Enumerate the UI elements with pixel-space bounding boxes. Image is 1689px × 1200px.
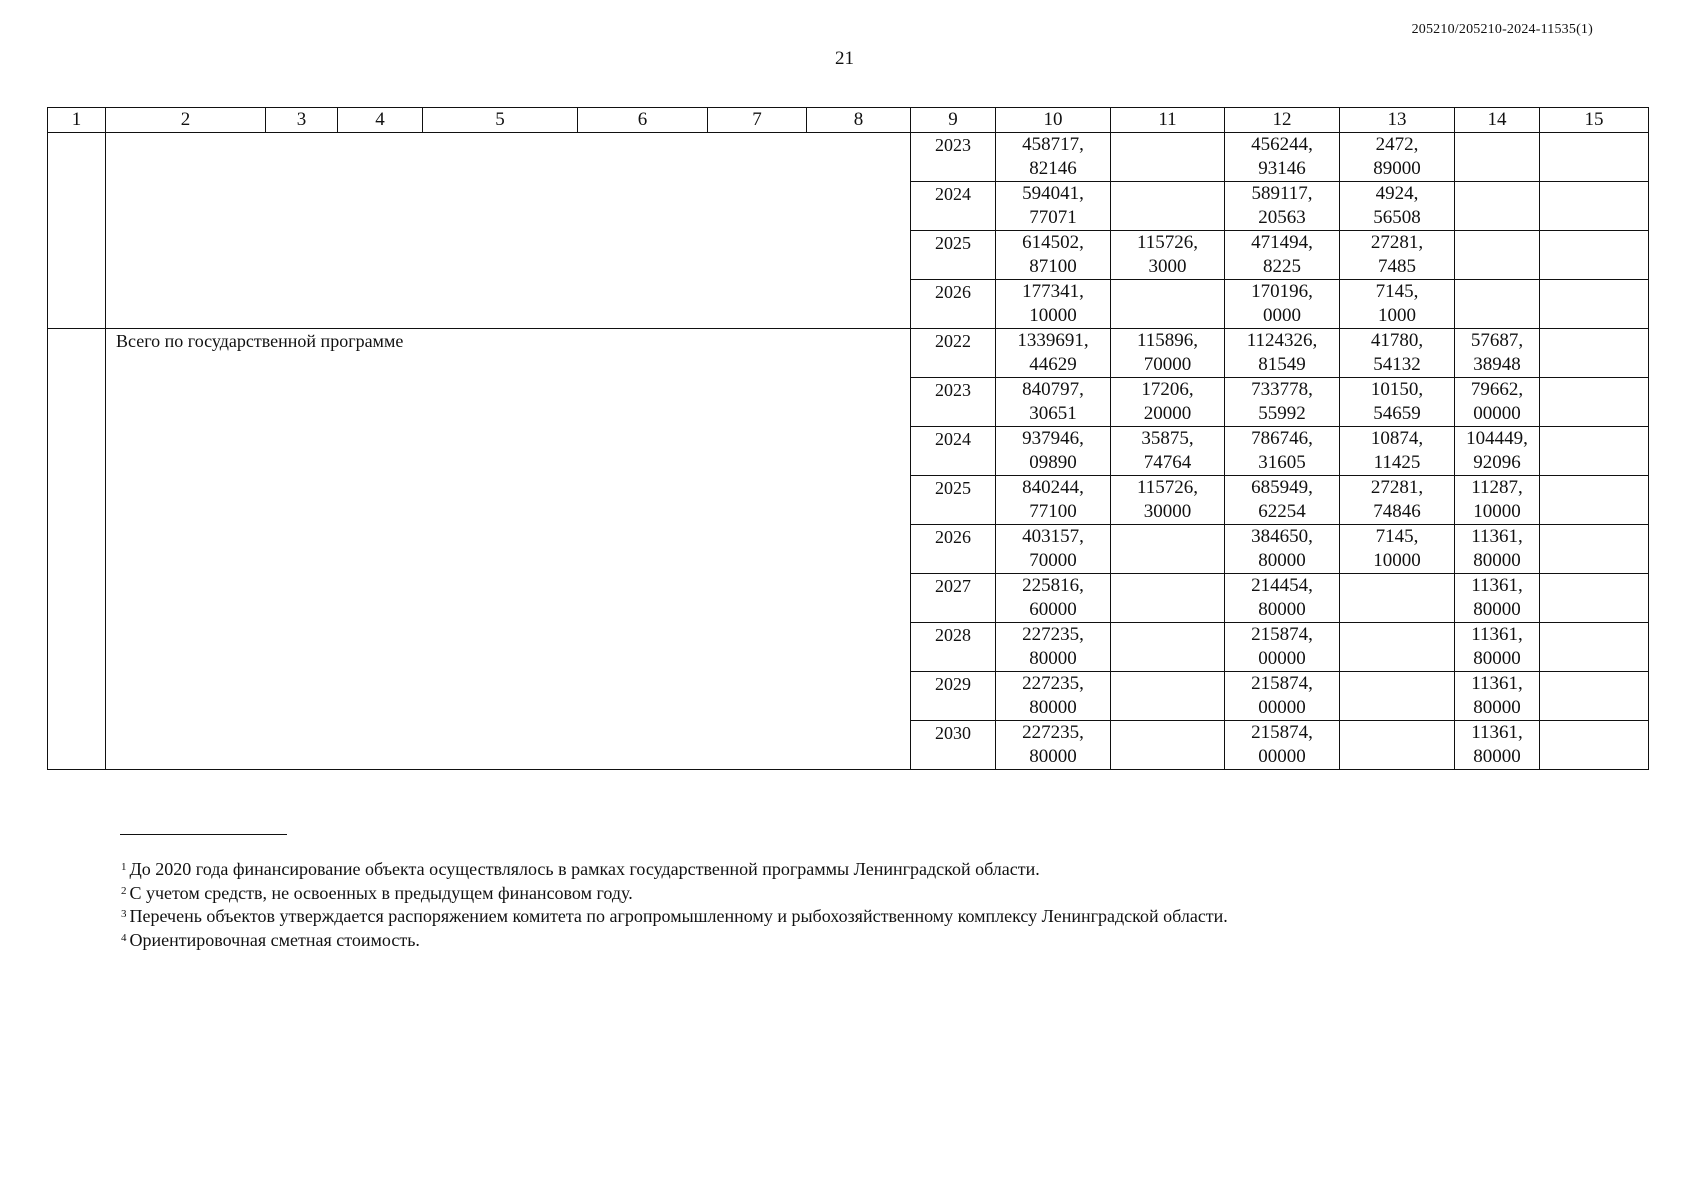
amount-cell: 614502, 87100 <box>996 231 1111 280</box>
amount-cell: 11361, 80000 <box>1455 574 1540 623</box>
continued-section-index-cell <box>48 133 106 329</box>
amount-cell <box>1111 525 1225 574</box>
footnotes <box>121 858 1228 952</box>
amount-cell <box>1455 133 1540 182</box>
footnote-text: С учетом средств, не освоенных в предыдущем финансовом году. <box>129 882 633 903</box>
amount-cell <box>1455 280 1540 329</box>
amount-cell: 11361, 80000 <box>1455 623 1540 672</box>
column-number-row <box>48 108 1649 133</box>
footnote-text: До 2020 года финансирование объекта осуществлялось в рамках государственной программы Ленинградской области. <box>129 859 1040 879</box>
amount-cell: 733778, 55992 <box>1225 378 1340 427</box>
amount-cell: 170196, 0000 <box>1225 280 1340 329</box>
amount-cell <box>1540 623 1649 672</box>
footnote-divider <box>120 834 287 835</box>
amount-cell: 11361, 80000 <box>1455 672 1540 721</box>
amount-cell: 225816, 60000 <box>996 574 1111 623</box>
column-number-9: 9 <box>911 108 996 133</box>
column-number-5: 5 <box>423 108 578 133</box>
amount-cell: 17206, 20000 <box>1111 378 1225 427</box>
amount-cell <box>1540 476 1649 525</box>
column-number-10: 10 <box>996 108 1111 133</box>
table-row <box>48 329 1649 378</box>
year-cell: 2026 <box>911 525 996 574</box>
amount-cell: 215874, 00000 <box>1225 623 1340 672</box>
amount-cell <box>1111 133 1225 182</box>
amount-cell <box>1111 672 1225 721</box>
column-number-4: 4 <box>338 108 423 133</box>
table-row <box>48 133 1649 182</box>
amount-cell: 227235, 80000 <box>996 623 1111 672</box>
footnote <box>121 882 1228 906</box>
amount-cell: 27281, 74846 <box>1340 476 1455 525</box>
year-cell: 2023 <box>911 378 996 427</box>
amount-cell: 79662, 00000 <box>1455 378 1540 427</box>
column-number-14: 14 <box>1455 108 1540 133</box>
amount-cell: 104449, 92096 <box>1455 427 1540 476</box>
column-number-2: 2 <box>106 108 266 133</box>
amount-cell: 227235, 80000 <box>996 721 1111 770</box>
document-id: 205210/205210-2024-11535(1) <box>1411 22 1593 37</box>
amount-cell: 215874, 00000 <box>1225 672 1340 721</box>
amount-cell: 589117, 20563 <box>1225 182 1340 231</box>
total-section-label: Всего по государственной программе <box>106 329 911 770</box>
amount-cell <box>1540 231 1649 280</box>
amount-cell: 594041, 77071 <box>996 182 1111 231</box>
budget-table <box>47 107 1649 770</box>
continued-section-label <box>106 133 911 329</box>
amount-cell <box>1111 280 1225 329</box>
amount-cell: 403157, 70000 <box>996 525 1111 574</box>
year-cell: 2023 <box>911 133 996 182</box>
column-number-12: 12 <box>1225 108 1340 133</box>
year-cell: 2028 <box>911 623 996 672</box>
column-number-15: 15 <box>1540 108 1649 133</box>
year-cell: 2024 <box>911 182 996 231</box>
year-cell: 2024 <box>911 427 996 476</box>
footnote-text: Перечень объектов утверждается распоряжением комитета по агропромышленному и рыбохозяйственному комплексу Ленинградской области. <box>129 906 1228 926</box>
amount-cell <box>1340 623 1455 672</box>
amount-cell: 115726, 30000 <box>1111 476 1225 525</box>
year-cell: 2027 <box>911 574 996 623</box>
year-cell: 2026 <box>911 280 996 329</box>
amount-cell: 11361, 80000 <box>1455 525 1540 574</box>
amount-cell <box>1111 623 1225 672</box>
amount-cell <box>1540 574 1649 623</box>
amount-cell <box>1540 378 1649 427</box>
year-cell: 2030 <box>911 721 996 770</box>
total-section-index-cell <box>48 329 106 770</box>
amount-cell: 41780, 54132 <box>1340 329 1455 378</box>
amount-cell: 840244, 77100 <box>996 476 1111 525</box>
amount-cell <box>1340 574 1455 623</box>
table-header <box>48 108 1649 133</box>
footnote-text: Ориентировочная сметная стоимость. <box>129 929 420 950</box>
amount-cell: 7145, 1000 <box>1340 280 1455 329</box>
amount-cell: 786746, 31605 <box>1225 427 1340 476</box>
column-number-7: 7 <box>708 108 807 133</box>
amount-cell: 27281, 7485 <box>1340 231 1455 280</box>
amount-cell: 10874, 11425 <box>1340 427 1455 476</box>
page-number: 21 <box>835 48 854 69</box>
footnote <box>121 858 1228 882</box>
amount-cell: 685949, 62254 <box>1225 476 1340 525</box>
amount-cell <box>1111 574 1225 623</box>
amount-cell <box>1540 672 1649 721</box>
amount-cell: 115896, 70000 <box>1111 329 1225 378</box>
amount-cell: 11287, 10000 <box>1455 476 1540 525</box>
column-number-1: 1 <box>48 108 106 133</box>
amount-cell: 4924, 56508 <box>1340 182 1455 231</box>
amount-cell: 458717, 82146 <box>996 133 1111 182</box>
amount-cell: 471494, 8225 <box>1225 231 1340 280</box>
amount-cell: 384650, 80000 <box>1225 525 1340 574</box>
amount-cell: 215874, 00000 <box>1225 721 1340 770</box>
amount-cell: 214454, 80000 <box>1225 574 1340 623</box>
year-cell: 2029 <box>911 672 996 721</box>
footnote <box>121 905 1228 929</box>
amount-cell <box>1540 329 1649 378</box>
amount-cell: 456244, 93146 <box>1225 133 1340 182</box>
amount-cell: 10150, 54659 <box>1340 378 1455 427</box>
amount-cell <box>1540 721 1649 770</box>
amount-cell: 937946, 09890 <box>996 427 1111 476</box>
table-body <box>48 133 1649 770</box>
column-number-11: 11 <box>1111 108 1225 133</box>
year-cell: 2025 <box>911 476 996 525</box>
amount-cell <box>1455 231 1540 280</box>
amount-cell: 1124326, 81549 <box>1225 329 1340 378</box>
amount-cell: 177341, 10000 <box>996 280 1111 329</box>
amount-cell <box>1540 427 1649 476</box>
amount-cell: 1339691, 44629 <box>996 329 1111 378</box>
amount-cell: 11361, 80000 <box>1455 721 1540 770</box>
amount-cell <box>1540 133 1649 182</box>
column-number-6: 6 <box>578 108 708 133</box>
amount-cell: 2472, 89000 <box>1340 133 1455 182</box>
amount-cell: 57687, 38948 <box>1455 329 1540 378</box>
amount-cell: 840797, 30651 <box>996 378 1111 427</box>
column-number-13: 13 <box>1340 108 1455 133</box>
amount-cell: 115726, 3000 <box>1111 231 1225 280</box>
year-cell: 2025 <box>911 231 996 280</box>
amount-cell <box>1540 525 1649 574</box>
footnote <box>121 929 1228 953</box>
amount-cell <box>1455 182 1540 231</box>
amount-cell: 227235, 80000 <box>996 672 1111 721</box>
amount-cell <box>1540 182 1649 231</box>
amount-cell <box>1111 182 1225 231</box>
amount-cell <box>1340 672 1455 721</box>
amount-cell: 35875, 74764 <box>1111 427 1225 476</box>
amount-cell <box>1111 721 1225 770</box>
footnote-mark: 2 <box>121 884 127 897</box>
year-cell: 2022 <box>911 329 996 378</box>
column-number-8: 8 <box>807 108 911 133</box>
amount-cell <box>1540 280 1649 329</box>
footnote-mark: 3 <box>121 908 127 920</box>
footnote-mark: 1 <box>121 861 127 873</box>
amount-cell: 7145, 10000 <box>1340 525 1455 574</box>
column-number-3: 3 <box>266 108 338 133</box>
amount-cell <box>1340 721 1455 770</box>
footnote-mark: 4 <box>121 931 127 944</box>
